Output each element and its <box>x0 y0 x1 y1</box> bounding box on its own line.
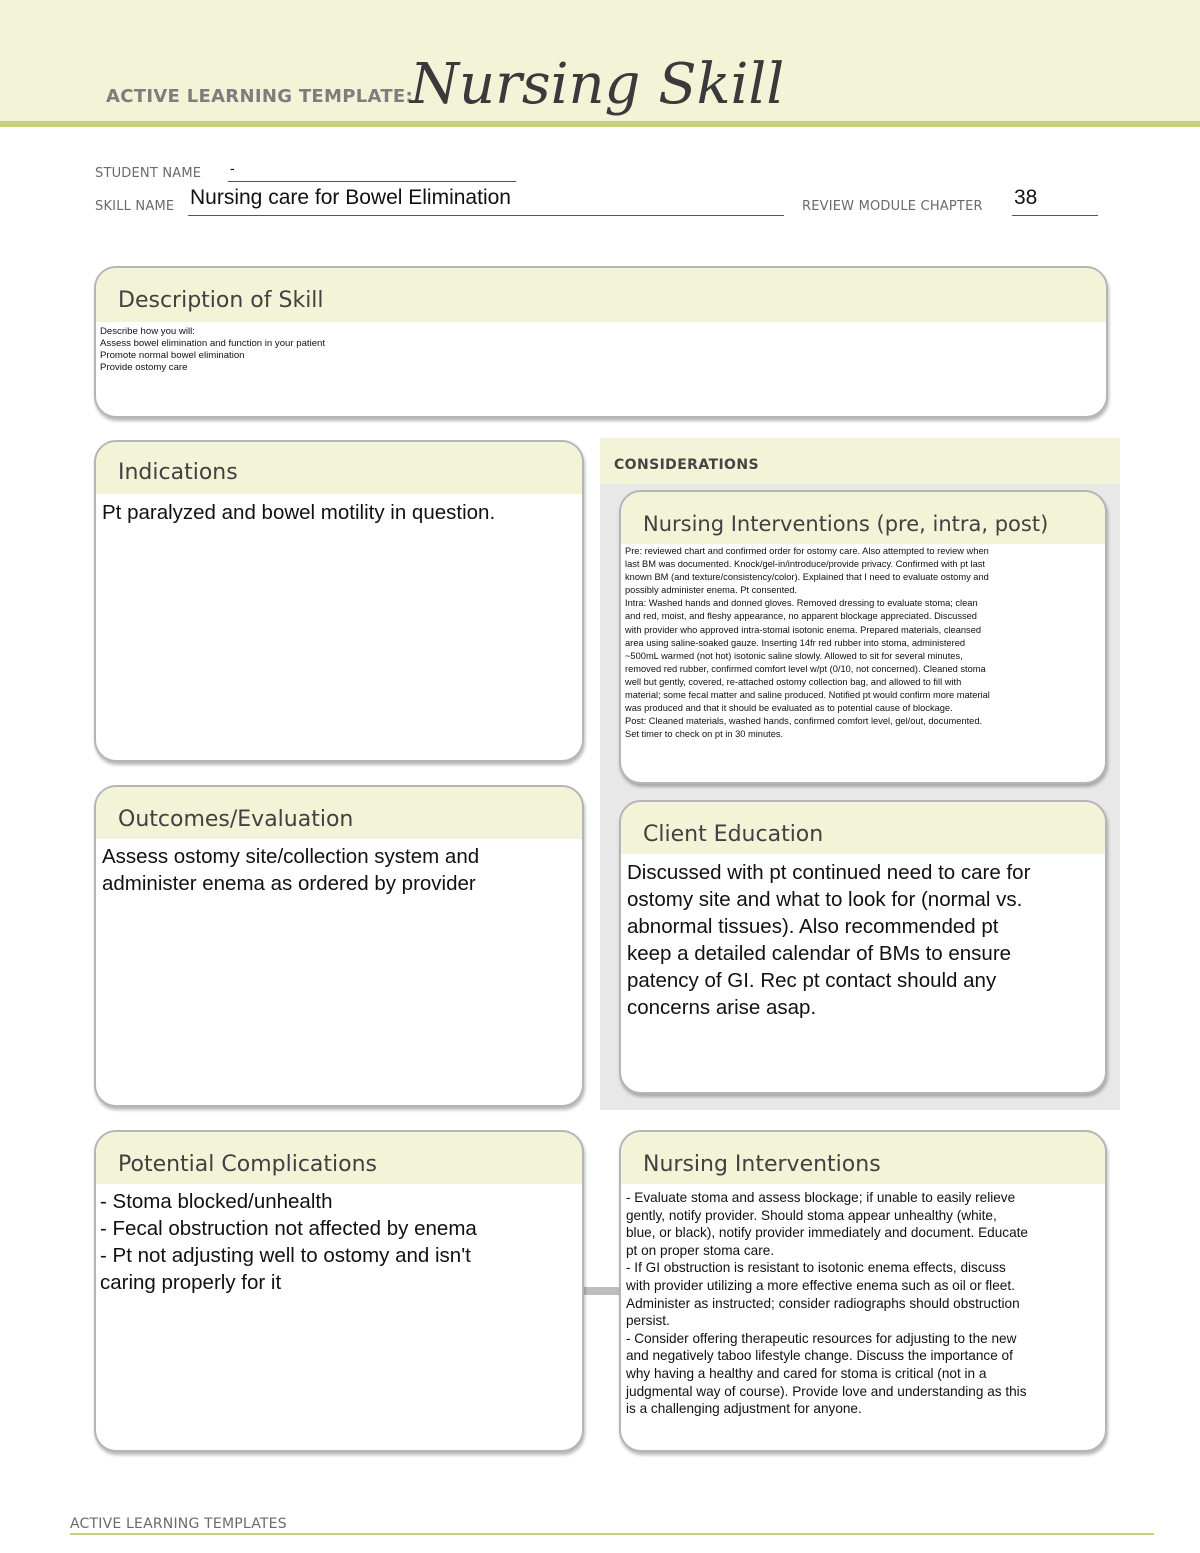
nursing-interventions-body <box>626 1189 1097 1418</box>
indications-header <box>96 442 582 494</box>
pip-line: possibly administer enema. Pt consented. <box>625 585 798 596</box>
nursing-interventions-line: - If GI obstruction is resistant to isotonic enema effects, discuss <box>626 1260 1006 1276</box>
pip-line: last BM was documented. Knock/gel-in/introduce/provide privacy. Confirmed with pt last <box>625 559 985 570</box>
nursing-interventions-line: gently, notify provider. Should stoma appear unhealthy (white, <box>626 1207 997 1223</box>
nursing-interventions-line: blue, or black), notify provider immediately and document. Educate <box>626 1225 1028 1241</box>
nursing-interventions-pip-header <box>621 492 1105 544</box>
nursing-interventions-line: judgmental way of course). Provide love and understanding as this <box>626 1383 1027 1399</box>
pip-line: area using saline-soaked gauze. Inserting 14fr red rubber into stoma, administered <box>625 637 966 648</box>
complications-title: Potential Complications <box>118 1152 377 1177</box>
client-education-line: patency of GI. Rec pt contact should any <box>627 969 997 992</box>
complications-card <box>94 1130 584 1452</box>
description-line: Assess bowel elimination and function in your patient <box>100 338 326 349</box>
client-education-card <box>619 800 1107 1094</box>
indications-body: Pt paralyzed and bowel motility in question. <box>102 501 496 524</box>
description-line: Promote normal bowel elimination <box>100 350 245 361</box>
outcomes-body <box>102 843 574 897</box>
chapter-field[interactable] <box>1012 186 1098 216</box>
skill-name-label: SKILL NAME <box>95 199 175 214</box>
nursing-interventions-pip-title: Nursing Interventions (pre, intra, post) <box>643 512 1049 536</box>
skill-name-value: Nursing care for Bowel Elimination <box>190 186 511 209</box>
client-education-line: ostomy site and what to look for (normal vs. <box>627 888 1023 911</box>
nursing-interventions-line: - Consider offering therapeutic resources for adjusting to the new <box>626 1330 1017 1346</box>
description-title: Description of Skill <box>118 288 324 313</box>
client-education-line: abnormal tissues). Also recommended pt <box>627 915 999 938</box>
complications-line: - Fecal obstruction not affected by enema <box>100 1217 477 1240</box>
outcomes-header <box>96 787 582 839</box>
outcomes-card <box>94 785 584 1107</box>
chapter-value: 38 <box>1014 186 1038 209</box>
client-education-line: Discussed with pt continued need to care for <box>627 861 1031 884</box>
complications-header <box>96 1132 582 1184</box>
page-title: Nursing Skill <box>410 52 785 117</box>
outcomes-line: Assess ostomy site/collection system and <box>102 845 480 868</box>
pip-line: material; some fecal matter and saline produced. Notified pt would confirm more material <box>625 690 990 701</box>
pip-line: and red, moist, and fleshy appearance, no apparent blockage appreciated. Discussed <box>625 611 977 622</box>
nursing-interventions-title: Nursing Interventions <box>643 1152 881 1177</box>
footer-rule <box>70 1533 1154 1535</box>
client-education-title: Client Education <box>643 822 824 847</box>
nursing-interventions-line: pt on proper stoma care. <box>626 1242 775 1258</box>
complications-line: - Pt not adjusting well to ostomy and isn't <box>100 1244 471 1267</box>
footer-text: ACTIVE LEARNING TEMPLATES <box>70 1516 287 1532</box>
nursing-interventions-pip-card <box>619 490 1107 784</box>
complications-line: caring properly for it <box>100 1271 282 1294</box>
student-name-field[interactable] <box>228 160 516 182</box>
student-name-value: - <box>230 160 235 176</box>
skill-name-field[interactable] <box>188 186 784 216</box>
header-prefix: ACTIVE LEARNING TEMPLATE: <box>106 86 413 107</box>
description-header <box>96 268 1106 322</box>
pip-line: with provider who approved intra-stomal isotonic enema. Prepared materials, cleansed <box>625 624 982 635</box>
pip-line: was produced and that it should be evaluated as to potential cause of blockage. <box>625 703 953 714</box>
client-education-body <box>627 859 1097 1021</box>
client-education-header <box>621 802 1105 854</box>
pip-line: ~500mL warmed (not hot) isotonic saline slowly. Allowed to sit for several minutes, <box>625 650 963 661</box>
nursing-interventions-header <box>621 1132 1105 1184</box>
pip-line: known BM (and texture/consistency/color). Explained that I need to evaluate ostomy and <box>625 572 989 583</box>
client-education-line: concerns arise asap. <box>627 996 817 1019</box>
pip-line: Set timer to check on pt in 30 minutes. <box>625 729 784 740</box>
pip-line: well but gently, covered, re-attached ostomy collection bag, and allowed to fill with <box>625 676 962 687</box>
pip-line: removed red rubber, confirmed comfort level w/pt (0/10, not concerned). Cleaned stoma <box>625 663 986 674</box>
description-line: Provide ostomy care <box>100 362 188 373</box>
pip-line: Post: Cleaned materials, washed hands, confirmed comfort level, gel/out, documented. <box>625 716 983 727</box>
considerations-header <box>600 438 1120 484</box>
nursing-interventions-line: - Evaluate stoma and assess blockage; if unable to easily relieve <box>626 1190 1016 1205</box>
nursing-interventions-line: and negatively taboo lifestyle change. Discuss the importance of <box>626 1348 1013 1364</box>
student-name-label: STUDENT NAME <box>95 166 202 181</box>
chapter-label: REVIEW MODULE CHAPTER <box>802 199 983 214</box>
complications-body <box>100 1188 574 1296</box>
pip-line: Intra: Washed hands and donned gloves. Removed dressing to evaluate stoma; clean <box>625 598 978 609</box>
nursing-interventions-line: why having a healthy and cared for stoma is critical (not in a <box>626 1365 987 1381</box>
description-card <box>94 266 1108 418</box>
nursing-interventions-line: is a challenging adjustment for anyone. <box>626 1401 862 1417</box>
description-line: Describe how you will: <box>100 326 195 337</box>
nursing-interventions-pip-body <box>625 545 1097 741</box>
considerations-title: CONSIDERATIONS <box>614 457 759 473</box>
description-body <box>100 326 1098 374</box>
nursing-interventions-line: persist. <box>626 1313 670 1329</box>
pip-line: Pre: reviewed chart and confirmed order for ostomy care. Also attempted to review when <box>625 546 989 556</box>
header-rule <box>0 121 1200 127</box>
nursing-interventions-card <box>619 1130 1107 1452</box>
card-connector <box>584 1287 620 1295</box>
outcomes-line: administer enema as ordered by provider <box>102 872 476 895</box>
nursing-interventions-line: with provider utilizing a more effective enema such as oil or fleet. <box>626 1277 1015 1293</box>
client-education-line: keep a detailed calendar of BMs to ensure <box>627 942 1012 965</box>
outcomes-title: Outcomes/Evaluation <box>118 807 354 832</box>
nursing-interventions-line: Administer as instructed; consider radiographs should obstruction <box>626 1295 1020 1311</box>
indications-title: Indications <box>118 460 238 485</box>
complications-line: - Stoma blocked/unhealth <box>100 1190 333 1213</box>
indications-card <box>94 440 584 762</box>
